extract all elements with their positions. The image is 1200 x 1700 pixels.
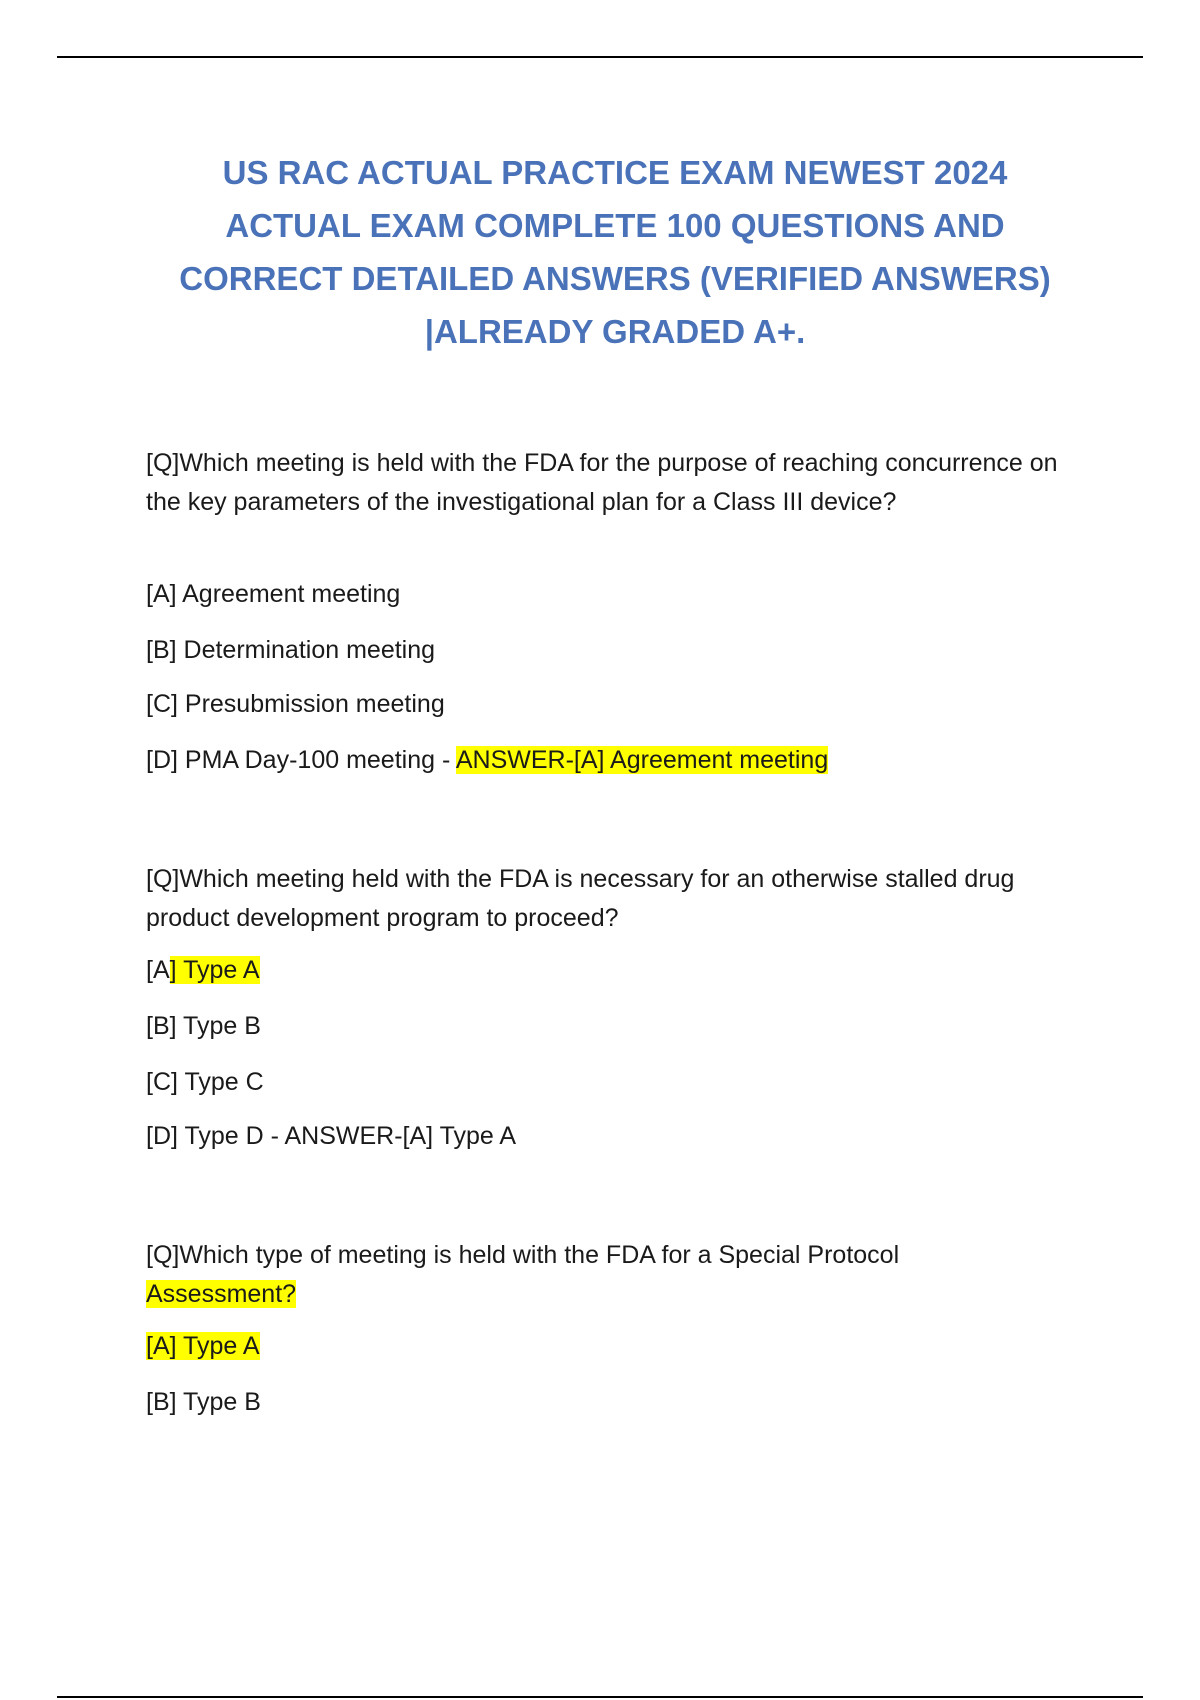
option-b: [B] Type B (146, 1388, 261, 1416)
question-text: [Q]Which meeting held with the FDA is necessary for an otherwise stalled drug product development program to proceed? (146, 865, 1015, 932)
option-a (146, 956, 260, 985)
option-a (146, 1332, 260, 1361)
question-text-highlight: Assessment? (146, 1280, 297, 1308)
question-text (146, 1236, 1086, 1314)
option-b: [B] Determination meeting (146, 636, 436, 664)
option-c: [C] Type C (146, 1068, 264, 1096)
option-a: [A] Agreement meeting (146, 580, 401, 608)
answer-highlight: ANSWER-[A] Agreement meeting (455, 746, 829, 774)
question-text: [Q]Which meeting is held with the FDA for the purpose of reaching concurrence on the key parameters of the investigational plan for a Class III device? (146, 449, 1058, 516)
question-text-line1: [Q]Which type of meeting is held with the FDA for a Special Protocol (146, 1241, 900, 1269)
option-b: [B] Type B (146, 1012, 261, 1040)
option-d-text: [D] PMA Day-100 meeting - (146, 746, 456, 774)
top-rule (57, 56, 1143, 58)
bottom-rule (57, 1696, 1143, 1698)
option-d: [D] Type D - ANSWER-[A] Type A (146, 1122, 517, 1150)
question-block-1 (146, 444, 1086, 774)
answer-highlight: ] Type A (169, 956, 260, 984)
option-c: [C] Presubmission meeting (146, 690, 445, 718)
option-d (146, 746, 828, 775)
document-title: US RAC ACTUAL PRACTICE EXAM NEWEST 2024 ACTUAL EXAM COMPLETE 100 QUESTIONS AND CORRECT DETAILED ANSWERS (VERIFIED ANSWERS) |ALREADY GRADED A+. (179, 154, 1051, 350)
question-block-3 (146, 1236, 1086, 1416)
answer-highlight: [A] Type A (146, 1332, 260, 1360)
question-block-2 (146, 860, 1086, 1150)
option-a-prefix: [A (146, 956, 170, 984)
